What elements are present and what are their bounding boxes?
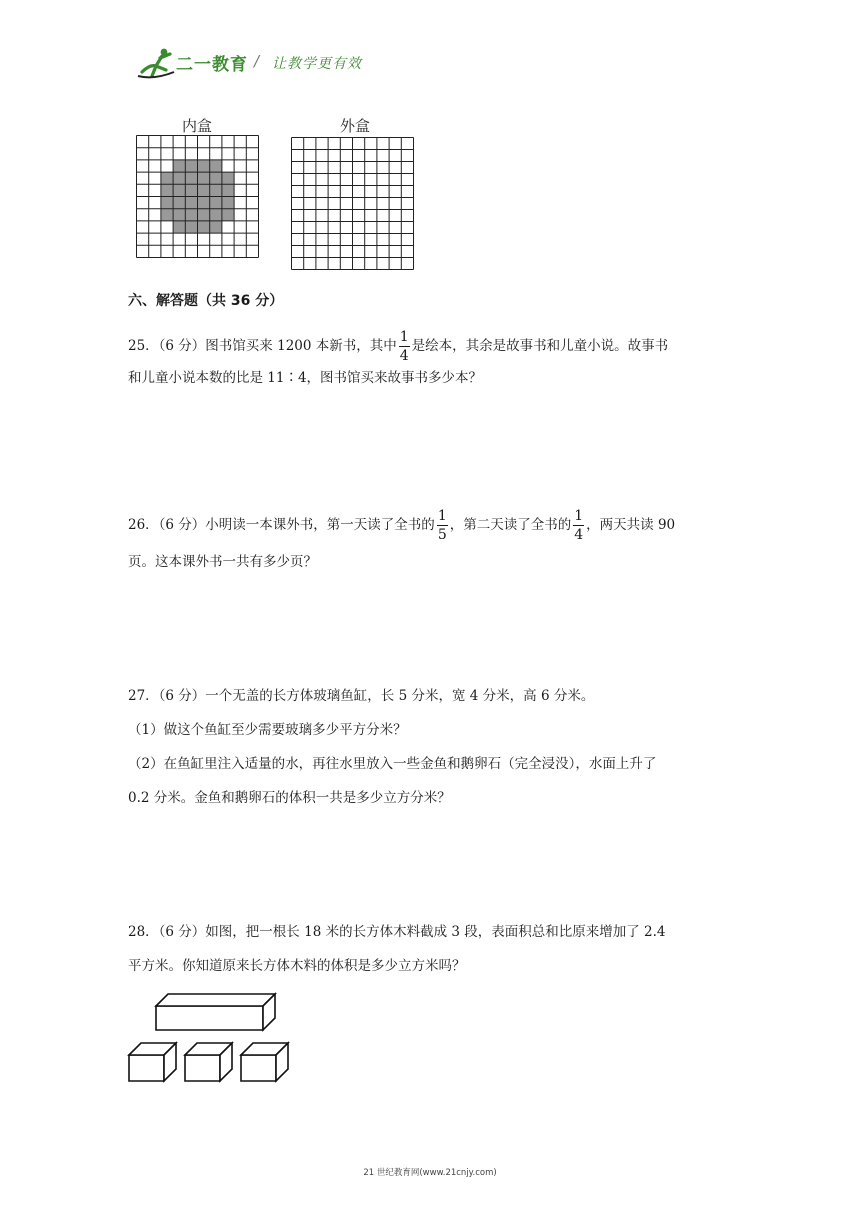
shaded-cell xyxy=(198,160,210,172)
shaded-cell xyxy=(222,184,234,196)
question-28-line-1: 28．（6 分）如图，把一根长 18 米的长方体木料截成 3 段，表面积总和比原来增加了 2.4 xyxy=(128,924,666,940)
question-27-line-1: 27．（6 分）一个无盖的长方体玻璃鱼缸，长 5 分米，宽 4 分米，高 6 分米。 xyxy=(128,688,595,704)
logo-divider: / xyxy=(254,52,260,70)
shaded-cell xyxy=(198,184,210,196)
shaded-cell xyxy=(210,197,222,209)
question-25-line-1: 25．（6 分）图书馆买来 1200 本新书，其中 $\frac{1}{4}$ 是绘本，其余是故事书和儿童小说。故事书 xyxy=(128,329,669,364)
shaded-cell xyxy=(185,209,197,221)
fraction: $\frac{1}{4}$ xyxy=(574,508,584,543)
cut-block-piece-1 xyxy=(128,1041,182,1083)
shaded-cell xyxy=(210,160,222,172)
question-28-line-2: 平方米。你知道原来长方体木料的体积是多少立方米吗？ xyxy=(128,958,466,974)
shaded-cell xyxy=(198,172,210,184)
shaded-cell xyxy=(173,209,185,221)
shaded-cell xyxy=(185,160,197,172)
shaded-cell xyxy=(185,172,197,184)
question-27-line-4: 0.2 分米。金鱼和鹅卵石的体积一共是多少立方分米？ xyxy=(128,790,451,806)
shaded-cell xyxy=(173,197,185,209)
shaded-cell xyxy=(161,184,173,196)
question-26-line-2: 页。这本课外书一共有多少页？ xyxy=(128,554,317,570)
shaded-cell xyxy=(173,184,185,196)
logo-text: 二一教育 xyxy=(176,55,248,75)
cut-block-piece-3 xyxy=(240,1041,294,1083)
shaded-cell xyxy=(198,209,210,221)
shaded-cell xyxy=(210,209,222,221)
logo-slogan: 让教学更有效 xyxy=(272,56,362,72)
shaded-cell xyxy=(161,209,173,221)
inner-box-grid xyxy=(136,135,260,259)
shaded-cell xyxy=(161,172,173,184)
long-block-figure xyxy=(155,993,279,1031)
shaded-cell xyxy=(210,172,222,184)
shaded-cell xyxy=(173,172,185,184)
cut-block-piece-2 xyxy=(184,1041,238,1083)
shaded-cell xyxy=(198,221,210,233)
outer-box-grid xyxy=(291,137,415,271)
fraction: $\frac{1}{5}$ xyxy=(437,508,447,543)
shaded-cell xyxy=(198,197,210,209)
shaded-cell xyxy=(185,184,197,196)
shaded-cell xyxy=(210,184,222,196)
question-25-line-2: 和儿童小说本数的比是 11∶4，图书馆买来故事书多少本？ xyxy=(128,370,483,386)
shaded-cell xyxy=(161,197,173,209)
fraction: $\frac{1}{4}$ xyxy=(399,329,409,364)
section-title: 六、解答题（共 36 分） xyxy=(128,293,284,309)
shaded-cell xyxy=(210,221,222,233)
shaded-cell xyxy=(222,197,234,209)
shaded-cell xyxy=(222,172,234,184)
page-footer: 21 世纪教育网(www.21cnjy.com) xyxy=(363,1168,497,1178)
outer-box-label: 外盒 xyxy=(340,117,371,135)
shaded-cell xyxy=(173,221,185,233)
shaded-cell xyxy=(185,221,197,233)
shaded-cell xyxy=(173,160,185,172)
question-27-part-2: （2）在鱼缸里注入适量的水，再往水里放入一些金鱼和鹅卵石（完全浸没），水面上升了 xyxy=(128,756,657,772)
question-27-part-1: （1）做这个鱼缸至少需要玻璃多少平方分米？ xyxy=(128,722,407,738)
inner-box-label: 内盒 xyxy=(182,117,213,135)
shaded-cell xyxy=(185,197,197,209)
question-26-line-1: 26．（6 分）小明读一本课外书，第一天读了全书的 $\frac{1}{5}$ ，第二天读了全书的 $\frac{1}{4}$ ，两天共读 90 xyxy=(128,508,676,543)
shaded-cell xyxy=(222,209,234,221)
running-figure-icon xyxy=(136,44,176,80)
